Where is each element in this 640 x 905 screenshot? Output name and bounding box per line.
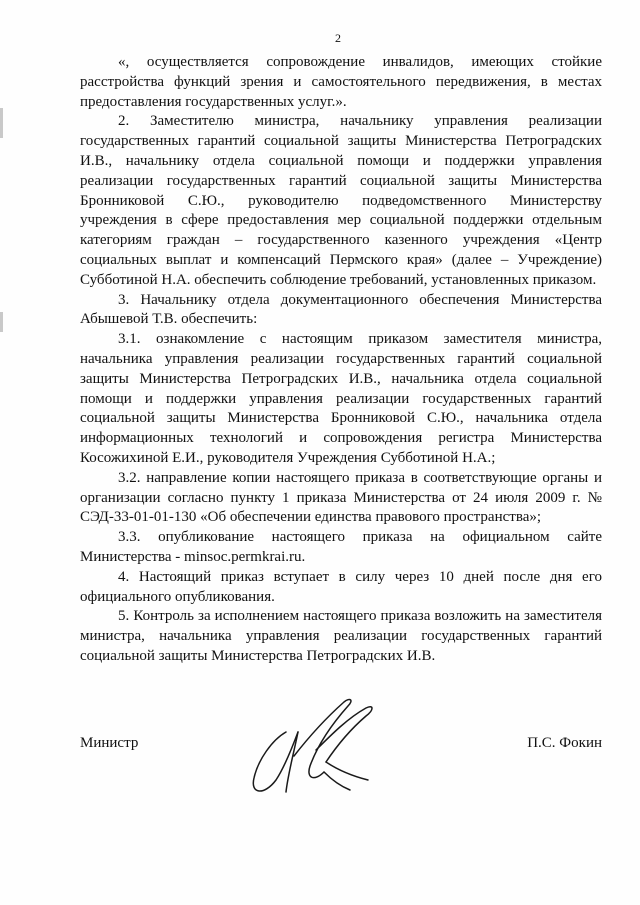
paragraph-item-3-2: 3.2. направление копии настоящего приказа в соответствующие органы и организации согласно пункту 1 приказа Министерства от 24 июля 2009 г. № СЭД-33-01-01-130 «Об обеспечении единства правового пространства»; [80, 469, 602, 526]
scan-margin-mark [0, 108, 3, 138]
paragraph-item-5: 5. Контроль за исполнением настоящего приказа возложить на заместителя министра, начальника управления реализации государственных гарантий социальной защиты Министерства Петроградских И.В. [80, 608, 602, 664]
signatory-title: Министр [80, 735, 139, 751]
paragraph-item-3-3: 3.3. опубликование настоящего приказа на официальном сайте Министерства - minsoc.permkrai.ru. [80, 529, 602, 565]
paragraph-item-3-1: 3.1. ознакомление с настоящим приказом заместителя министра, начальника управления реализации государственных гарантий социальной защиты Министерства Петроградских И.В., начальника отдела социальной помощи и поддержки управления реализации государственных гарантий социальной защиты Министерства Бронниковой С.Ю., начальника отдела информационных технологий и сопровождения регистра Министерства Косожихиной Е.И., руководителя Учреждения Субботиной Н.А.; [80, 331, 602, 466]
page-number: 2 [335, 31, 341, 45]
handwritten-signature [228, 692, 378, 800]
signatory-name: П.С. Фокин [527, 735, 602, 751]
paragraph-item-2: 2. Заместителю министра, начальнику управления реализации государственных гарантий социальной защиты Министерства Петроградских И.В., начальнику отдела социальной помощи и поддержки управления реализации государственных гарантий социальной защиты Министерства Бронниковой С.Ю., руководителю подведомственного Министерству учреждения в сфере предоставления мер социальной поддержки отдельным категориям граждан – государственного казенного учреждения «Центр социальных выплат и компенсаций Пермского края» (далее – Учреждение) Субботиной Н.А. обеспечить соблюдение требований, установленных приказом. [80, 113, 602, 288]
scan-margin-mark [0, 312, 3, 332]
paragraph-item-4: 4. Настоящий приказ вступает в силу через 10 дней после дня его официального опубликования. [80, 568, 602, 605]
document-body [80, 53, 602, 667]
paragraph-quote-end: «, осуществляется сопровождение инвалидов, имеющих стойкие расстройства функций зрения и самостоятельного передвижения, в местах предоставления государственных услуг.». [80, 54, 602, 110]
paragraph-item-3: 3. Начальнику отдела документационного обеспечения Министерства Абышевой Т.В. обеспечить: [80, 291, 602, 328]
